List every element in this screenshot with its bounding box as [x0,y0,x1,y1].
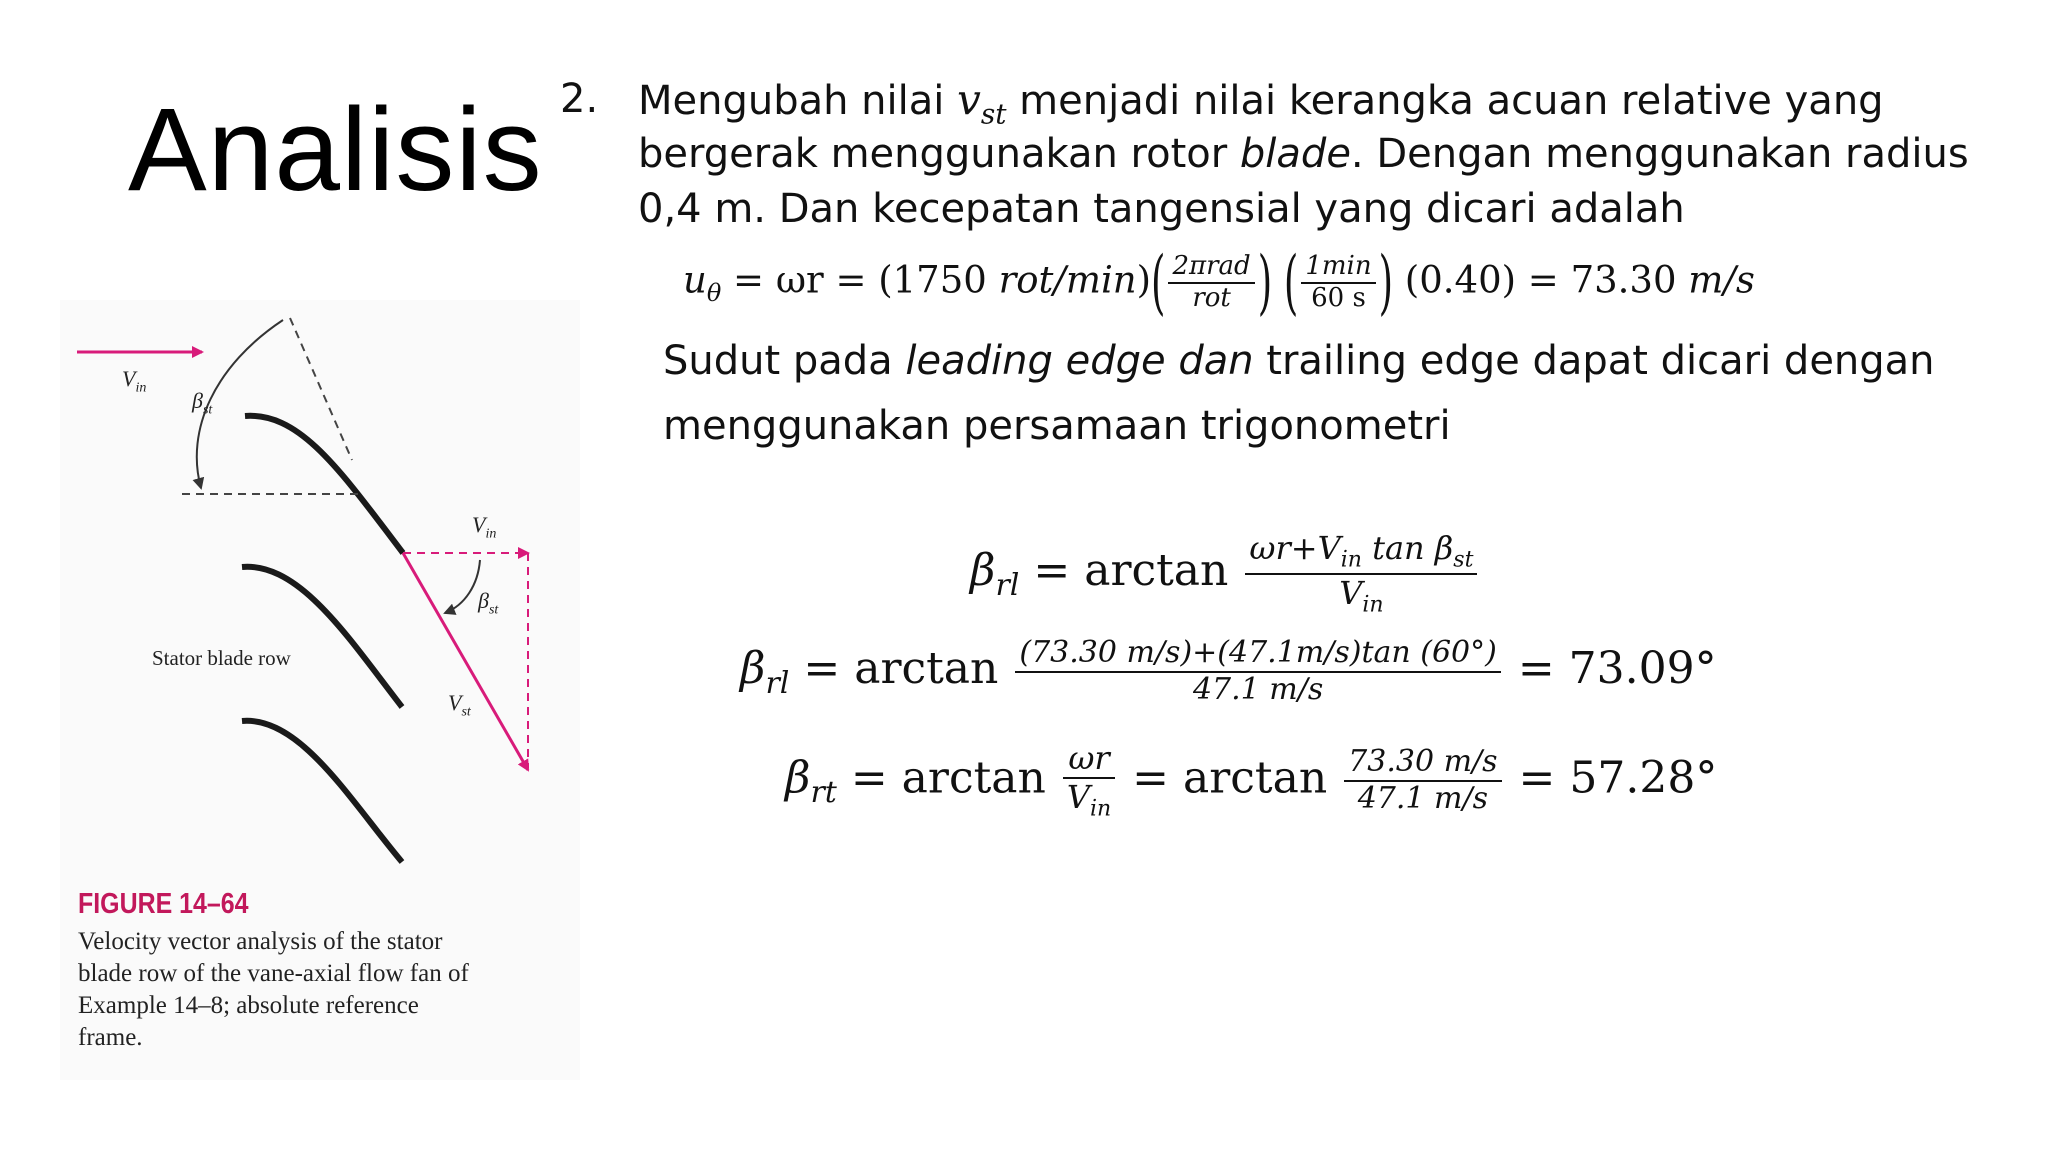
label-beta-st-triangle: $\beta_{st}$ [478,588,499,618]
v-st-variable: $v_{st}$ [957,75,1007,131]
omega-r-fraction: $\frac{\omega r}{V_{in}}$ [1063,740,1115,821]
beta-rl-result: = 73.09° [1503,643,1717,694]
beta-rt-calculation: $\beta_{rt} = \arctan$ $\frac{\omega r}{V_{in}}$ = arctan $\frac{73.30 m/s}{47.1 m/s}$ = 57.28° [785,739,1718,822]
beta-rl-calc-fraction: $\frac{(73.30 m/s)+(47.1m/s)\tan (60^\circ)}{47.1 m/s}$ [1015,636,1500,707]
beta-rt-value-fraction: $\frac{73.30 m/s}{47.1 m/s}$ [1344,745,1501,816]
figure-caption-title: FIGURE 14–64 [78,888,249,920]
step-number: 2. [560,76,599,122]
label-beta-st-top: $\beta_{st}$ [192,388,213,418]
figure-caption: Velocity vector analysis of the stator blade row of the vane-axial flow fan of Example 14–8; absolute reference frame. [78,928,469,1051]
label-stator-blade-row: Stator blade row [152,646,291,670]
rad-fraction: $\frac{\text{2πrad}}{\text{rot}}$ [1168,252,1254,314]
label-v-in-top: $V_{in}$ [122,366,147,396]
step-line-1: Mengubah nilai $v_{st}$ menjadi nilai kerangka acuan relative yang [638,75,1884,131]
stator-blade-1 [245,416,403,553]
slide-title: Analisis [128,84,543,216]
step-line-3: 0,4 m. Dan kecepatan tangensial yang dicari adalah [638,186,1685,232]
step-line-2: bergerak menggunakan rotor blade. Dengan menggunakan radius [638,131,1969,177]
angle-text-line-1: Sudut pada leading edge dan trailing edge dapat dicari dengan [663,338,1935,384]
label-v-st: $V_{st}$ [448,690,471,720]
beta-rl-fraction: $\frac{\omega r+V_{in} \tan \beta_{st}}{V_{in}}$ [1245,530,1477,617]
stator-blade-2 [242,567,402,707]
min-fraction: $\frac{1\min}{60 s}$ [1301,252,1375,314]
v-st-vector [403,553,528,770]
tangential-velocity-equation: $u_\theta = \omega r = (1750$ rot/min)( $\frac{\text{2πrad}}{\text{rot}}$ ) ( $\frac{1\min}{60 s}$ ) (0.40) = 73.30 m/s [683,242,1755,324]
beta-rl-calculation: $\beta_{rl} = \arctan$ $\frac{(73.30 m/s)+(47.1m/s)\tan (60^\circ)}{47.1 m/s}$ = 73.09° [740,635,1717,707]
angle-text-line-2: menggunakan persamaan trigonometri [663,403,1451,449]
beta-rt-result: = 57.28° [1504,752,1718,804]
beta-rl-formula: $\beta_{rl} = \arctan$ $\frac{\omega r+V_{in} \tan \beta_{st}}{V_{in}}$ [970,530,1480,617]
label-v-in-triangle: $V_{in}$ [472,512,497,542]
stator-blade-3 [242,721,402,862]
